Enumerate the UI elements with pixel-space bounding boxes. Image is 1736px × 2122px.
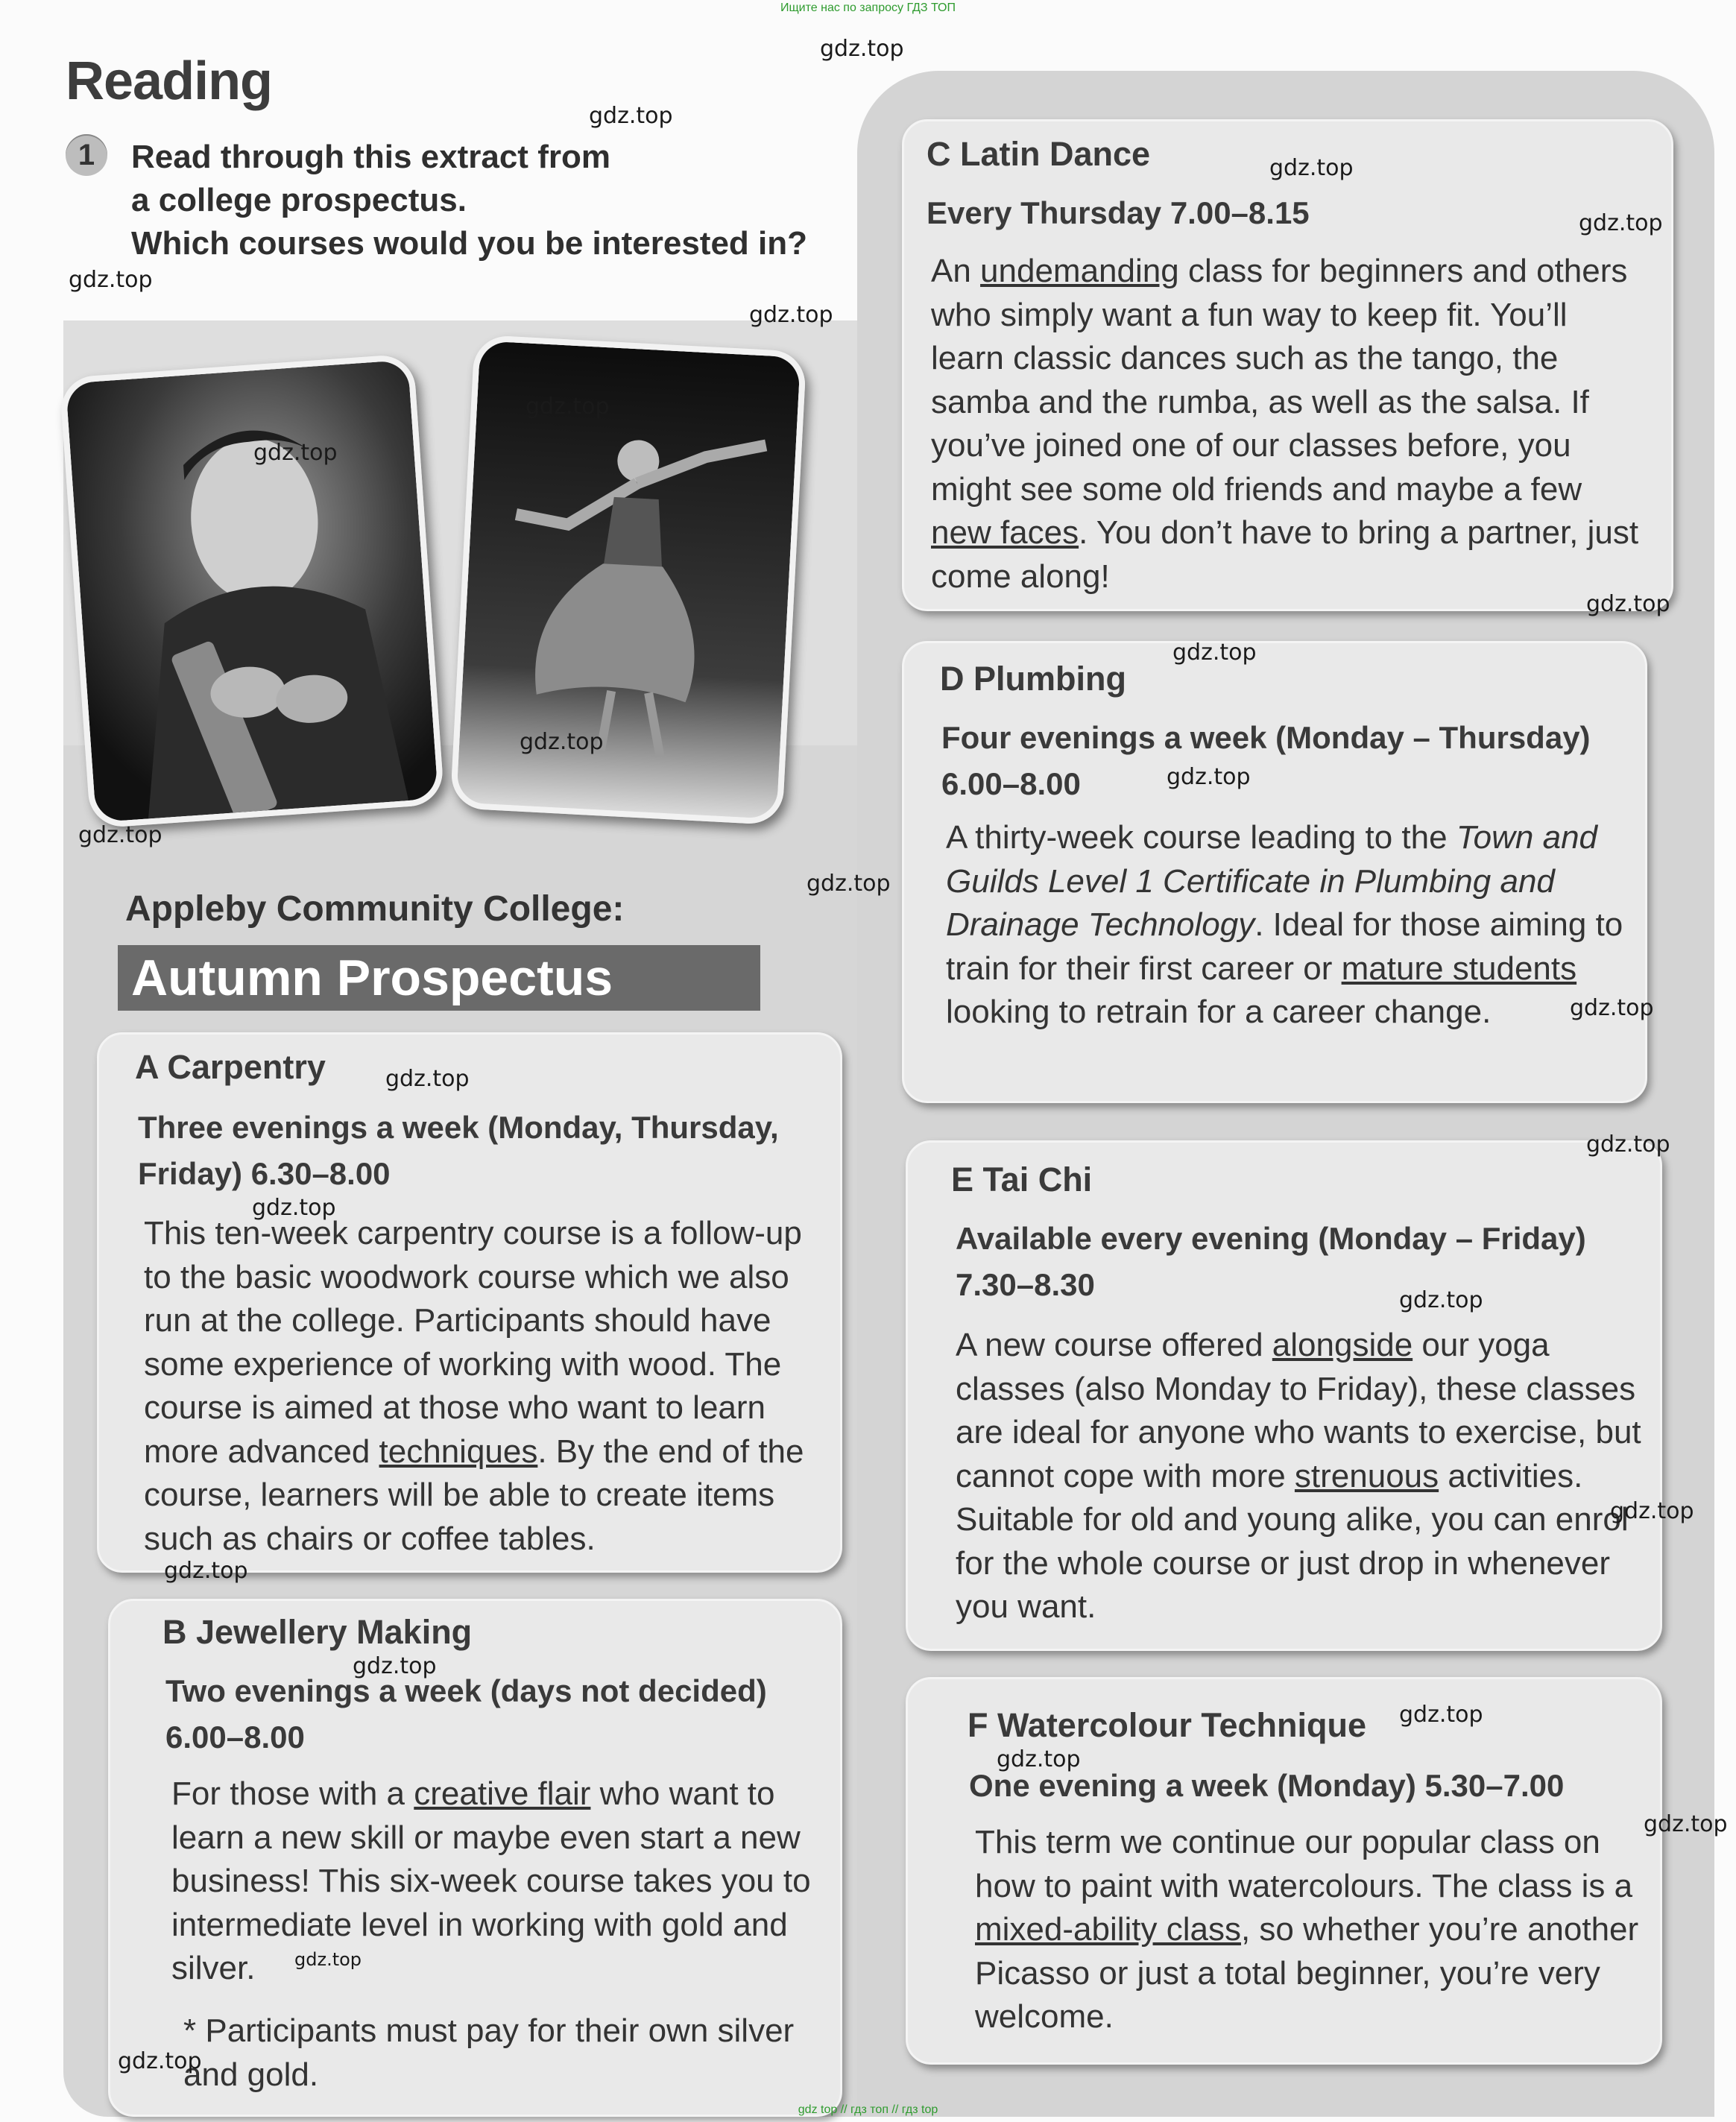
description-text: A thirty-week course leading to the <box>946 819 1456 856</box>
watermark: gdz.top <box>589 103 673 129</box>
description-text: This ten-week carpentry course is a follow-up to the basic woodwork course which we also run at the college. Participants should have some experience of working with wood. The course is aimed at those who want to learn more advanced <box>144 1215 802 1470</box>
college-name: Appleby Community College: <box>125 889 625 929</box>
course-description <box>171 1772 827 1991</box>
description-text: looking to retrain for a career change. <box>946 994 1492 1030</box>
description-text: This term we continue our popular class on how to paint with watercolours. The class is a <box>975 1824 1633 1904</box>
course-title: C Latin Dance <box>927 135 1151 173</box>
dancer-photo-image <box>456 341 801 819</box>
schedule-line-1: Three evenings a week (Monday, Thursday, <box>138 1110 779 1145</box>
course-description <box>946 816 1632 1035</box>
description-text: An <box>931 253 981 289</box>
watermark: gdz.top <box>385 1066 470 1092</box>
schedule-line-1: One evening a week (Monday) 5.30–7.00 <box>969 1768 1565 1803</box>
watermark: gdz.top <box>78 822 162 848</box>
vocab-strenuous: strenuous <box>1294 1457 1439 1494</box>
description-text: our yoga classes (also Monday to Friday), these classes are ideal for anyone who wants to exercise, but cannot cope with more <box>956 1327 1641 1494</box>
watermark: gdz.top <box>1570 995 1654 1021</box>
watermark: gdz.top <box>807 871 891 897</box>
watermark: gdz.top <box>1167 764 1251 790</box>
course-schedule <box>138 1105 779 1197</box>
course-title: D Plumbing <box>940 660 1126 698</box>
watermark: gdz.top <box>1610 1498 1694 1524</box>
schedule-line-2: 6.00–8.00 <box>941 766 1081 801</box>
watermark: gdz.top <box>1579 210 1663 236</box>
course-description <box>975 1821 1646 2039</box>
course-card-carpentry <box>97 1032 842 1573</box>
schedule-line-1: Available every evening (Monday – Friday) <box>956 1221 1586 1256</box>
footer-banner[interactable]: gdz top // гдз топ // гдз top <box>798 2103 938 2116</box>
watermark: gdz.top <box>1172 640 1257 666</box>
course-description <box>931 250 1647 599</box>
watermark: gdz.top <box>525 394 610 420</box>
vocab-mature-students: mature students <box>1341 950 1577 987</box>
description-text: class for beginners and others who simply want a fun way to keep fit. You’ll learn classic dances such as the tango, the samba and the rumba, as well as the salsa. If you’ve joined one of our classes before, you might see some old friends and maybe a few <box>931 253 1628 508</box>
description-text: , so whether you’re another Picasso or just a total beginner, you’re very welcome. <box>975 1911 1639 2035</box>
watermark: gdz.top <box>164 1558 248 1584</box>
vocab-new-faces: new faces <box>931 514 1079 551</box>
course-title: E Tai Chi <box>951 1161 1093 1199</box>
photo-carpentry-student <box>59 353 444 829</box>
watermark: gdz.top <box>1269 155 1354 181</box>
course-title: B Jewellery Making <box>162 1613 473 1651</box>
schedule-line-1: Two evenings a week (days not decided) <box>165 1673 767 1708</box>
description-text: who want to learn a new skill or maybe even start a new business! This six-week course takes you to intermediate level in working with gold and silver. <box>171 1775 811 1986</box>
vocab-techniques: techniques <box>379 1433 538 1470</box>
certificate-name: Town and Guilds Level 1 Certificate in Plumbing and Drainage Technology <box>946 819 1598 943</box>
watermark: gdz.top <box>253 440 338 466</box>
task-line-2: a college prospectus. <box>131 182 467 218</box>
photo-latin-dancer <box>450 335 807 825</box>
course-card-latin-dance <box>902 119 1673 611</box>
watermark: gdz.top <box>749 302 833 328</box>
watermark: gdz.top <box>353 1653 437 1679</box>
task-instruction <box>131 136 847 265</box>
vocab-mixed-ability-class: mixed-ability class <box>975 1911 1241 1948</box>
watermark: gdz.top <box>1644 1811 1728 1837</box>
watermark: gdz.top <box>252 1195 336 1221</box>
course-card-plumbing <box>902 641 1647 1103</box>
schedule-line-1: Every Thursday 7.00–8.15 <box>927 195 1310 230</box>
vocab-alongside: alongside <box>1272 1327 1413 1363</box>
task-line-3: Which courses would you be interested in? <box>131 225 808 262</box>
course-description <box>956 1324 1649 1629</box>
carpentry-photo-image <box>66 360 438 823</box>
schedule-line-2: Friday) 6.30–8.00 <box>138 1156 391 1191</box>
course-title: A Carpentry <box>135 1048 326 1086</box>
section-heading: Reading <box>66 51 273 111</box>
prospectus-title: Autumn Prospectus <box>118 945 760 1011</box>
watermark: gdz.top <box>520 729 604 755</box>
watermark: gdz.top <box>1586 591 1670 617</box>
course-card-watercolour <box>906 1677 1662 2065</box>
watermark: gdz.top <box>69 267 153 293</box>
description-text: For those with a <box>171 1775 414 1812</box>
course-schedule <box>927 190 1310 236</box>
course-title: F Watercolour Technique <box>968 1706 1367 1744</box>
description-text: . Ideal for those aiming to train for their first career or <box>946 906 1623 987</box>
task-number-badge: 1 <box>66 134 107 176</box>
watermark: gdz.top <box>1399 1702 1483 1728</box>
watermark: gdz.top <box>1399 1287 1483 1313</box>
task-line-1: Read through this extract from <box>131 139 610 175</box>
watermark: gdz.top <box>997 1746 1081 1772</box>
schedule-line-1: Four evenings a week (Monday – Thursday) <box>941 720 1591 755</box>
watermark: gdz.top <box>820 36 904 62</box>
description-text: A new course offered <box>956 1327 1272 1363</box>
course-description <box>144 1212 830 1561</box>
description-text: activities. Suitable for old and young alike, you can enrol for the whole course or just drop in whenever you want. <box>956 1457 1629 1625</box>
course-card-jewellery <box>108 1599 842 2117</box>
vocab-undemanding: undemanding <box>980 253 1179 289</box>
watermark: gdz.top <box>294 1949 362 1970</box>
watermark: gdz.top <box>1586 1131 1670 1158</box>
course-schedule <box>941 715 1591 807</box>
description-text: . You don’t have to bring a partner, just come along! <box>931 514 1639 595</box>
course-note: * Participants must pay for their own silver and gold. <box>183 2012 795 2093</box>
course-schedule <box>956 1216 1586 1308</box>
watermark: gdz.top <box>118 2048 202 2074</box>
top-banner[interactable]: Ищите нас по запросу ГДЗ ТОП <box>780 1 956 14</box>
course-card-tai-chi <box>906 1140 1662 1651</box>
schedule-line-2: 7.30–8.30 <box>956 1267 1095 1302</box>
schedule-line-2: 6.00–8.00 <box>165 1720 305 1755</box>
vocab-creative-flair: creative flair <box>414 1775 591 1812</box>
course-schedule <box>165 1668 767 1761</box>
description-text: . By the end of the course, learners will be able to create items such as chairs or coffee tables. <box>144 1433 804 1557</box>
